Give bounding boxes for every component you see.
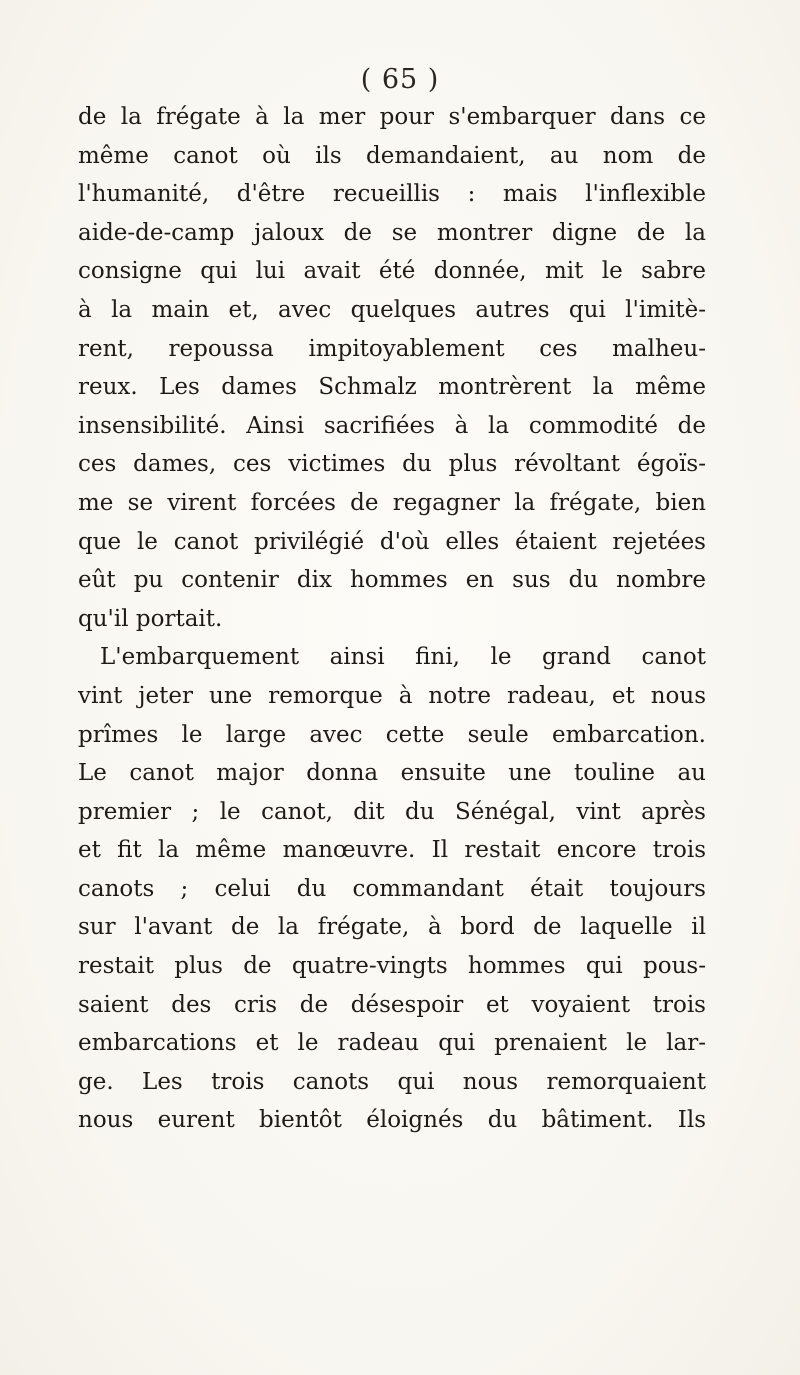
- text-line: même canot où ils demandaient, au nom de: [78, 142, 706, 169]
- text-line: l'humanité, d'être recueillis : mais l'inflexible: [78, 181, 706, 208]
- text-line: reux. Les dames Schmalz montrèrent la même: [78, 374, 706, 401]
- text-line: premier ; le canot, dit du Sénégal, vint après: [78, 798, 706, 825]
- text-line: à la main et, avec quelques autres qui l'imitè-: [78, 296, 706, 323]
- text-line: sur l'avant de la frégate, à bord de laquelle il: [78, 914, 706, 941]
- text-line: saient des cris de désespoir et voyaient trois: [78, 991, 706, 1018]
- body-text: [78, 98, 706, 1140]
- text-line: me se virent forcées de regagner la frégate, bien: [78, 489, 706, 516]
- paragraph-start-line: L'embarquement ainsi fini, le grand canot: [100, 644, 706, 671]
- text-line: prîmes le large avec cette seule embarcation.: [78, 721, 706, 748]
- text-line: nous eurent bientôt éloignés du bâtiment. Ils: [78, 1107, 706, 1134]
- text-line: eût pu contenir dix hommes en sus du nombre: [78, 567, 706, 594]
- text-line: restait plus de quatre-vingts hommes qui pous-: [78, 953, 706, 980]
- text-line: rent, repoussa impitoyablement ces malheu-: [78, 335, 706, 362]
- text-line: de la frégate à la mer pour s'embarquer dans ce: [78, 104, 706, 130]
- page-number: ( 65 ): [360, 64, 440, 95]
- text-line: vint jeter une remorque à notre radeau, et nous: [78, 682, 706, 709]
- text-line: embarcations et le radeau qui prenaient le lar-: [78, 1030, 706, 1057]
- text-line: consigne qui lui avait été donnée, mit le sabre: [78, 258, 706, 285]
- text-line: insensibilité. Ainsi sacrifiées à la commodité de: [78, 412, 706, 439]
- text-line: ge. Les trois canots qui nous remorquaient: [78, 1068, 706, 1095]
- text-line: que le canot privilégié d'où elles étaient rejetées: [78, 528, 706, 555]
- text-line: canots ; celui du commandant était toujours: [78, 875, 706, 902]
- paragraph-end-line: qu'il portait.: [78, 605, 223, 632]
- text-line: aide-de-camp jaloux de se montrer digne de la: [78, 219, 706, 246]
- text-line: et fit la même manœuvre. Il restait encore trois: [78, 837, 706, 864]
- text-line: ces dames, ces victimes du plus révoltant égoïs-: [78, 451, 706, 478]
- text-line: Le canot major donna ensuite une touline au: [78, 760, 706, 787]
